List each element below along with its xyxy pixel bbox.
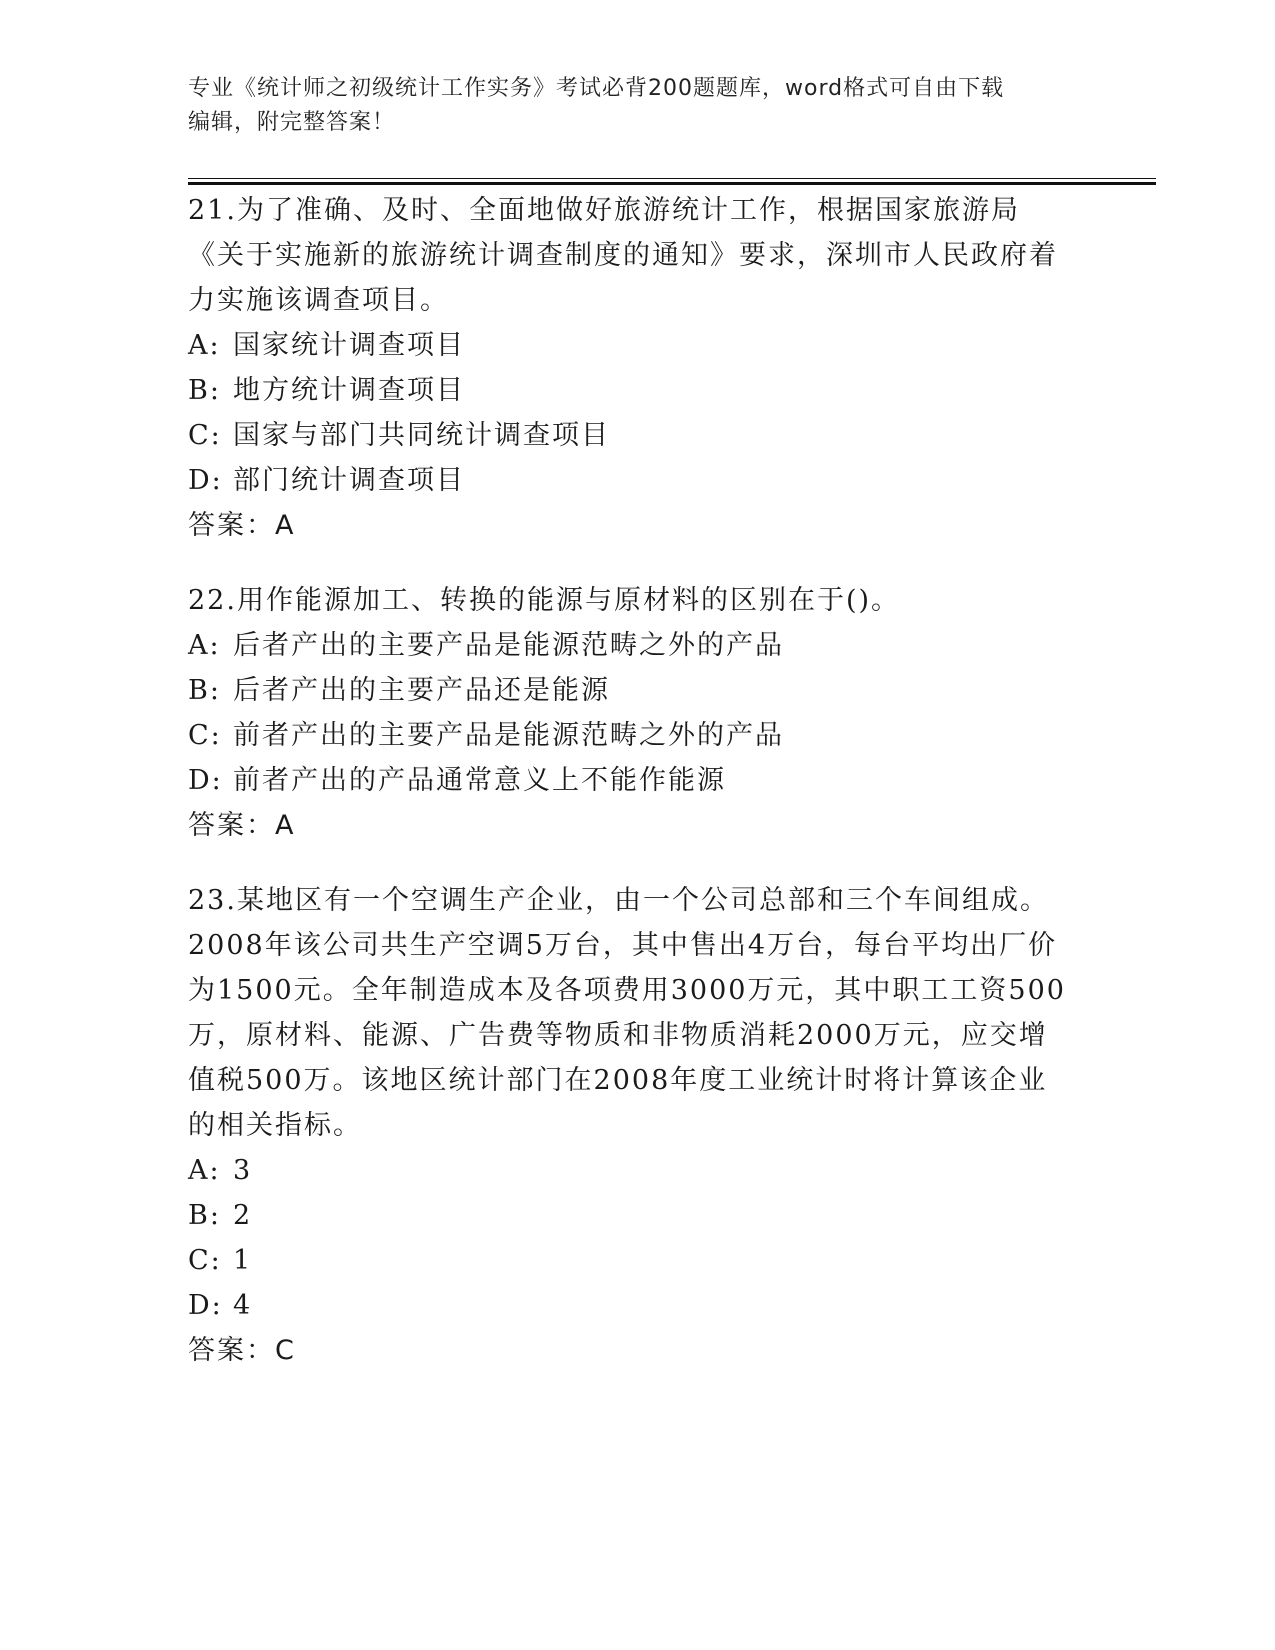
option-text: 国家统计调查项目 <box>233 330 465 361</box>
option-b <box>188 668 1068 713</box>
header-line-1: 专业《统计师之初级统计工作实务》考试必背200题题库，word格式可自由下载 <box>188 76 1005 101</box>
option-text: 地方统计调查项目 <box>233 375 465 406</box>
option-a <box>188 623 1068 668</box>
option-key: A: <box>188 330 221 361</box>
option-c <box>188 1238 1068 1283</box>
option-d <box>188 458 1068 503</box>
option-text: 后者产出的主要产品还是能源 <box>233 675 610 706</box>
option-key: D: <box>188 465 223 496</box>
option-a <box>188 323 1068 368</box>
answer-line: 答案：A <box>188 510 296 541</box>
option-key: D: <box>188 1290 223 1321</box>
option-text: 前者产出的主要产品是能源范畴之外的产品 <box>233 720 784 751</box>
option-text: 2 <box>233 1200 253 1231</box>
option-key: A: <box>188 630 221 661</box>
question-list <box>188 188 1068 1403</box>
answer-line: 答案：A <box>188 810 296 841</box>
option-key: A: <box>188 1155 221 1186</box>
option-text: 3 <box>233 1155 253 1186</box>
option-text: 前者产出的产品通常意义上不能作能源 <box>233 765 726 796</box>
option-key: B: <box>188 1200 221 1231</box>
option-a <box>188 1148 1068 1193</box>
question-stem: 23.某地区有一个空调生产企业，由一个公司总部和三个车间组成。2008年该公司共生产空调5万台，其中售出4万台，每台平均出厂价为1500元。全年制造成本及各项费用3000万元，其中职工工资500万，原材料、能源、广告费等物质和非物质消耗2000万元，应交增值税500万。该地区统计部门在2008年度工业统计时将计算该企业的相关指标。 <box>188 885 1066 1141</box>
option-key: C: <box>188 1245 222 1276</box>
option-text: 后者产出的主要产品是能源范畴之外的产品 <box>233 630 784 661</box>
document-header <box>188 72 1068 140</box>
option-text: 部门统计调查项目 <box>233 465 465 496</box>
option-d <box>188 1283 1068 1328</box>
question-21 <box>188 188 1068 548</box>
option-text: 1 <box>233 1245 253 1276</box>
option-key: D: <box>188 765 223 796</box>
question-22 <box>188 578 1068 848</box>
option-c <box>188 413 1068 458</box>
option-key: C: <box>188 420 222 451</box>
question-23 <box>188 878 1068 1373</box>
header-divider-thick <box>188 182 1156 185</box>
question-stem: 22.用作能源加工、转换的能源与原材料的区别在于()。 <box>188 585 901 616</box>
option-text: 国家与部门共同统计调查项目 <box>233 420 610 451</box>
option-d <box>188 758 1068 803</box>
option-key: C: <box>188 720 222 751</box>
option-b <box>188 1193 1068 1238</box>
option-c <box>188 713 1068 758</box>
option-b <box>188 368 1068 413</box>
option-key: B: <box>188 375 221 406</box>
header-divider-thin <box>188 178 1156 179</box>
option-text: 4 <box>233 1290 253 1321</box>
option-key: B: <box>188 675 221 706</box>
question-stem: 21.为了准确、及时、全面地做好旅游统计工作，根据国家旅游局《关于实施新的旅游统计调查制度的通知》要求，深圳市人民政府着力实施该调查项目。 <box>188 195 1058 316</box>
answer-line: 答案：C <box>188 1335 296 1366</box>
header-line-2: 编辑，附完整答案！ <box>188 110 396 135</box>
